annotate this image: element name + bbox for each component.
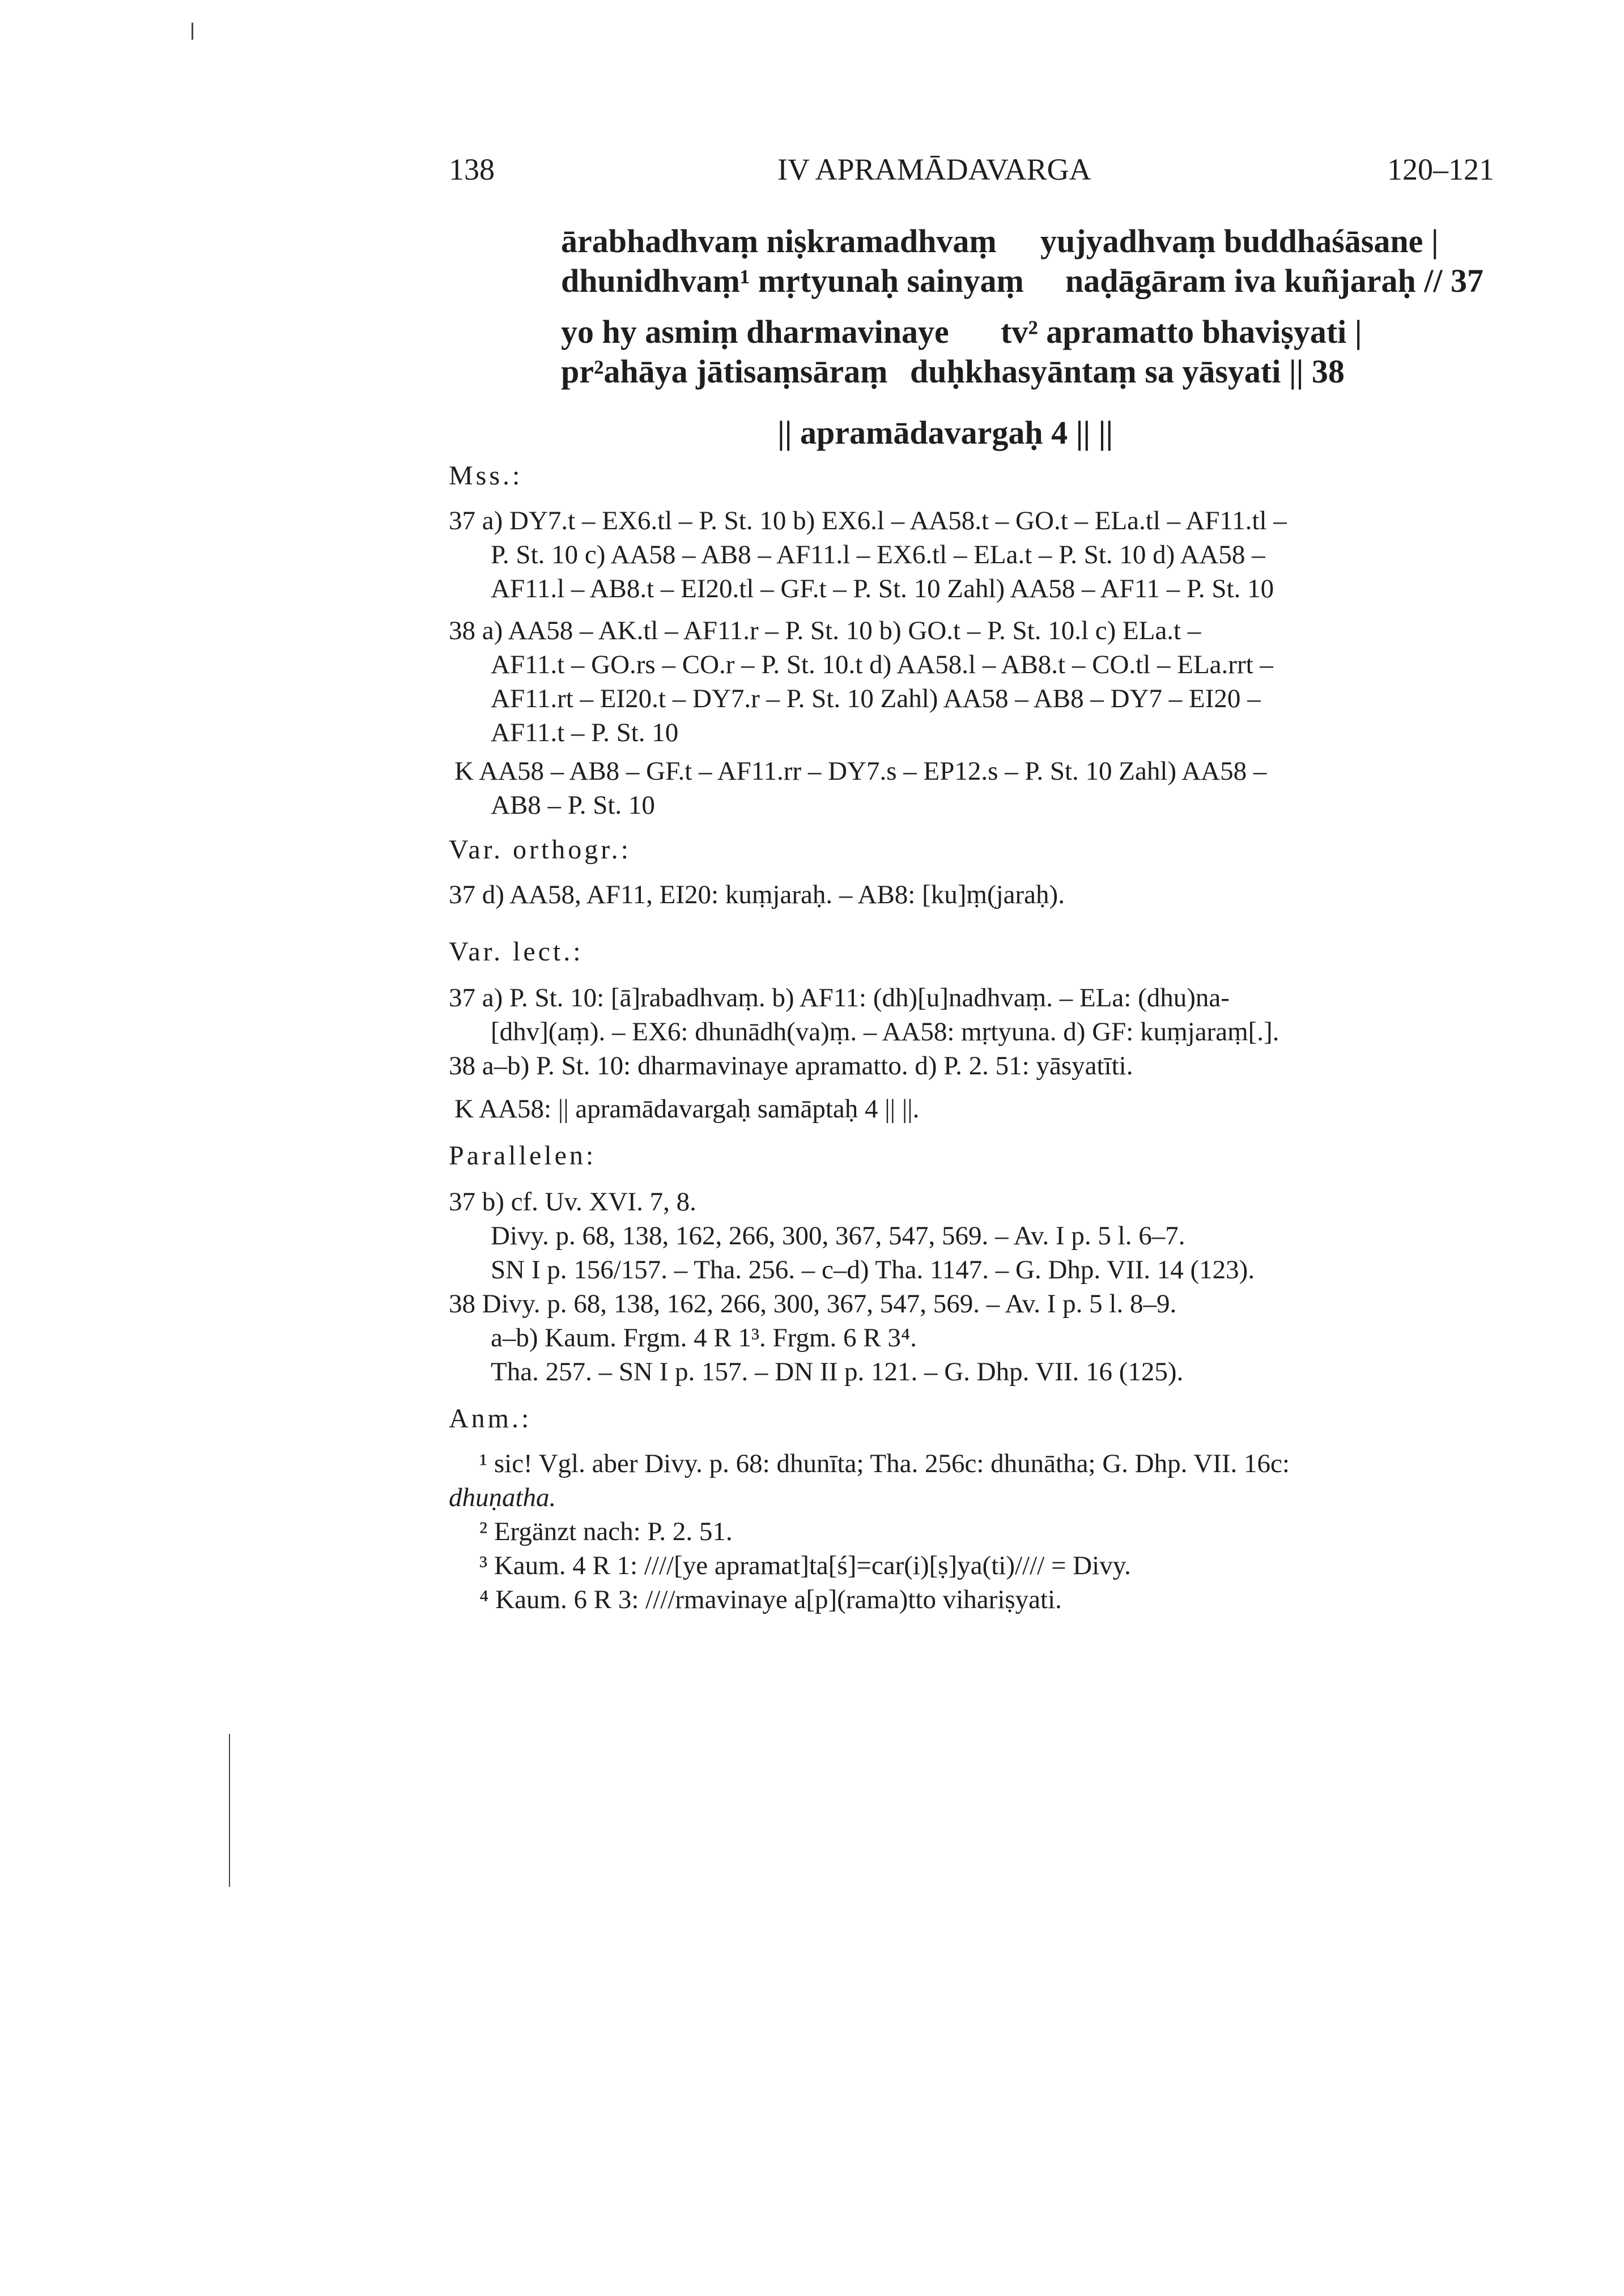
mss-line: AF11.t – P. St. 10 — [491, 718, 679, 747]
mss-line: AB8 – P. St. 10 — [491, 790, 655, 820]
section-label-parallelen: Parallelen: — [449, 1141, 597, 1171]
mss-line: AF11.rt – EI20.t – DY7.r – P. St. 10 Zahl) AA58 – AB8 – DY7 – EI20 – — [491, 684, 1261, 713]
var-lect-line: [dhv](aṃ). – EX6: dhunādh(va)ṃ. – AA58: mṛtyuna. d) GF: kuṃjaraṃ[.]. — [491, 1017, 1279, 1047]
verse-37-line2-a: dhunidhvaṃ¹ mṛtyunaḥ sainyaṃ — [561, 262, 1024, 299]
verse-38-line1-b: tv² apramatto bhaviṣyati | — [1001, 313, 1362, 350]
verse-37-line2-b: naḍāgāram iva kuñjaraḥ // 37 — [1065, 262, 1483, 299]
running-title: IV APRAMĀDAVARGA — [777, 152, 1091, 186]
verse-37-line1-a: ārabhadhvaṃ niṣkramadhvaṃ — [561, 223, 997, 260]
footnote-line: ² Ergänzt nach: P. 2. 51. — [479, 1517, 733, 1546]
scan-mark-top — [192, 23, 193, 40]
verse-38-line2-a: pr²ahāya jātisaṃsāraṃ — [561, 353, 888, 390]
parallelen-line: 38 Divy. p. 68, 138, 162, 266, 300, 367, 547, 569. – Av. I p. 5 l. 8–9. — [449, 1289, 1177, 1319]
footnote-line: ³ Kaum. 4 R 1: ////[ye apramat]ta[ś]=car(i)[ṣ]ya(ti)//// = Divy. — [479, 1551, 1131, 1580]
section-label-var-orthogr: Var. orthogr.: — [449, 835, 631, 865]
page-number: 138 — [449, 152, 495, 186]
mss-line: AF11.t – GO.rs – CO.r – P. St. 10.t d) AA58.l – AB8.t – CO.tl – ELa.rrt – — [491, 650, 1273, 679]
parallelen-line: Divy. p. 68, 138, 162, 266, 300, 367, 547, 569. – Av. I p. 5 l. 6–7. — [491, 1221, 1185, 1251]
verse-38-line1-a: yo hy asmiṃ dharmavinaye — [561, 313, 949, 350]
footnote-line: ⁴ Kaum. 6 R 3: ////rmavinaye a[p](rama)tto vihariṣyati. — [479, 1585, 1062, 1614]
mss-line: AF11.l – AB8.t – EI20.tl – GF.t – P. St. 10 Zahl) AA58 – AF11 – P. St. 10 — [491, 574, 1274, 603]
section-label-anm: Anm.: — [449, 1404, 532, 1434]
footnote-line: dhuṇatha. — [449, 1483, 556, 1512]
parallelen-line: a–b) Kaum. Frgm. 4 R 1³. Frgm. 6 R 3⁴. — [491, 1323, 917, 1353]
parallelen-line: SN I p. 156/157. – Tha. 256. – c–d) Tha. 1147. – G. Dhp. VII. 14 (123). — [491, 1255, 1255, 1285]
scan-mark-left — [229, 1734, 230, 1887]
var-lect-line: 37 a) P. St. 10: [ā]rabadhvaṃ. b) AF11: (dh)[u]nadhvaṃ. – ELa: (dhu)na- — [449, 983, 1230, 1013]
verse-37-line1-b: yujyadhvaṃ buddhaśāsane | — [1040, 223, 1439, 260]
section-label-mss: Mss.: — [449, 461, 523, 491]
verse-range: 120–121 — [1387, 152, 1494, 186]
parallelen-line: 37 b) cf. Uv. XVI. 7, 8. — [449, 1187, 696, 1217]
mss-line: P. St. 10 c) AA58 – AB8 – AF11.l – EX6.tl – ELa.t – P. St. 10 d) AA58 – — [491, 540, 1265, 569]
parallelen-line: Tha. 257. – SN I p. 157. – DN II p. 121. – G. Dhp. VII. 16 (125). — [491, 1357, 1184, 1387]
section-label-var-lect: Var. lect.: — [449, 937, 584, 967]
var-lect-line: K AA58: || apramādavargaḥ samāptaḥ 4 || ||. — [454, 1094, 920, 1124]
var-lect-line: 38 a–b) P. St. 10: dharmavinaye apramatto. d) P. 2. 51: yāsyatīti. — [449, 1051, 1133, 1081]
verse-38-line2-b: duḥkhasyāntaṃ sa yāsyati || 38 — [910, 353, 1345, 390]
mss-line: 38 a) AA58 – AK.tl – AF11.r – P. St. 10 b) GO.t – P. St. 10.l c) ELa.t – — [449, 616, 1201, 645]
mss-line: 37 a) DY7.t – EX6.tl – P. St. 10 b) EX6.l – AA58.t – GO.t – ELa.tl – AF11.tl – — [449, 506, 1287, 535]
var-orthogr-line: 37 d) AA58, AF11, EI20: kuṃjaraḥ. – AB8: [ku]ṃ(jaraḥ). — [449, 880, 1065, 909]
mss-line: K AA58 – AB8 – GF.t – AF11.rr – DY7.s – EP12.s – P. St. 10 Zahl) AA58 – — [454, 756, 1267, 786]
footnote-line: ¹ sic! Vgl. aber Divy. p. 68: dhunīta; Tha. 256c: dhunātha; G. Dhp. VII. 16c: — [479, 1449, 1290, 1478]
colophon: || apramādavargaḥ 4 || || — [777, 414, 1113, 451]
